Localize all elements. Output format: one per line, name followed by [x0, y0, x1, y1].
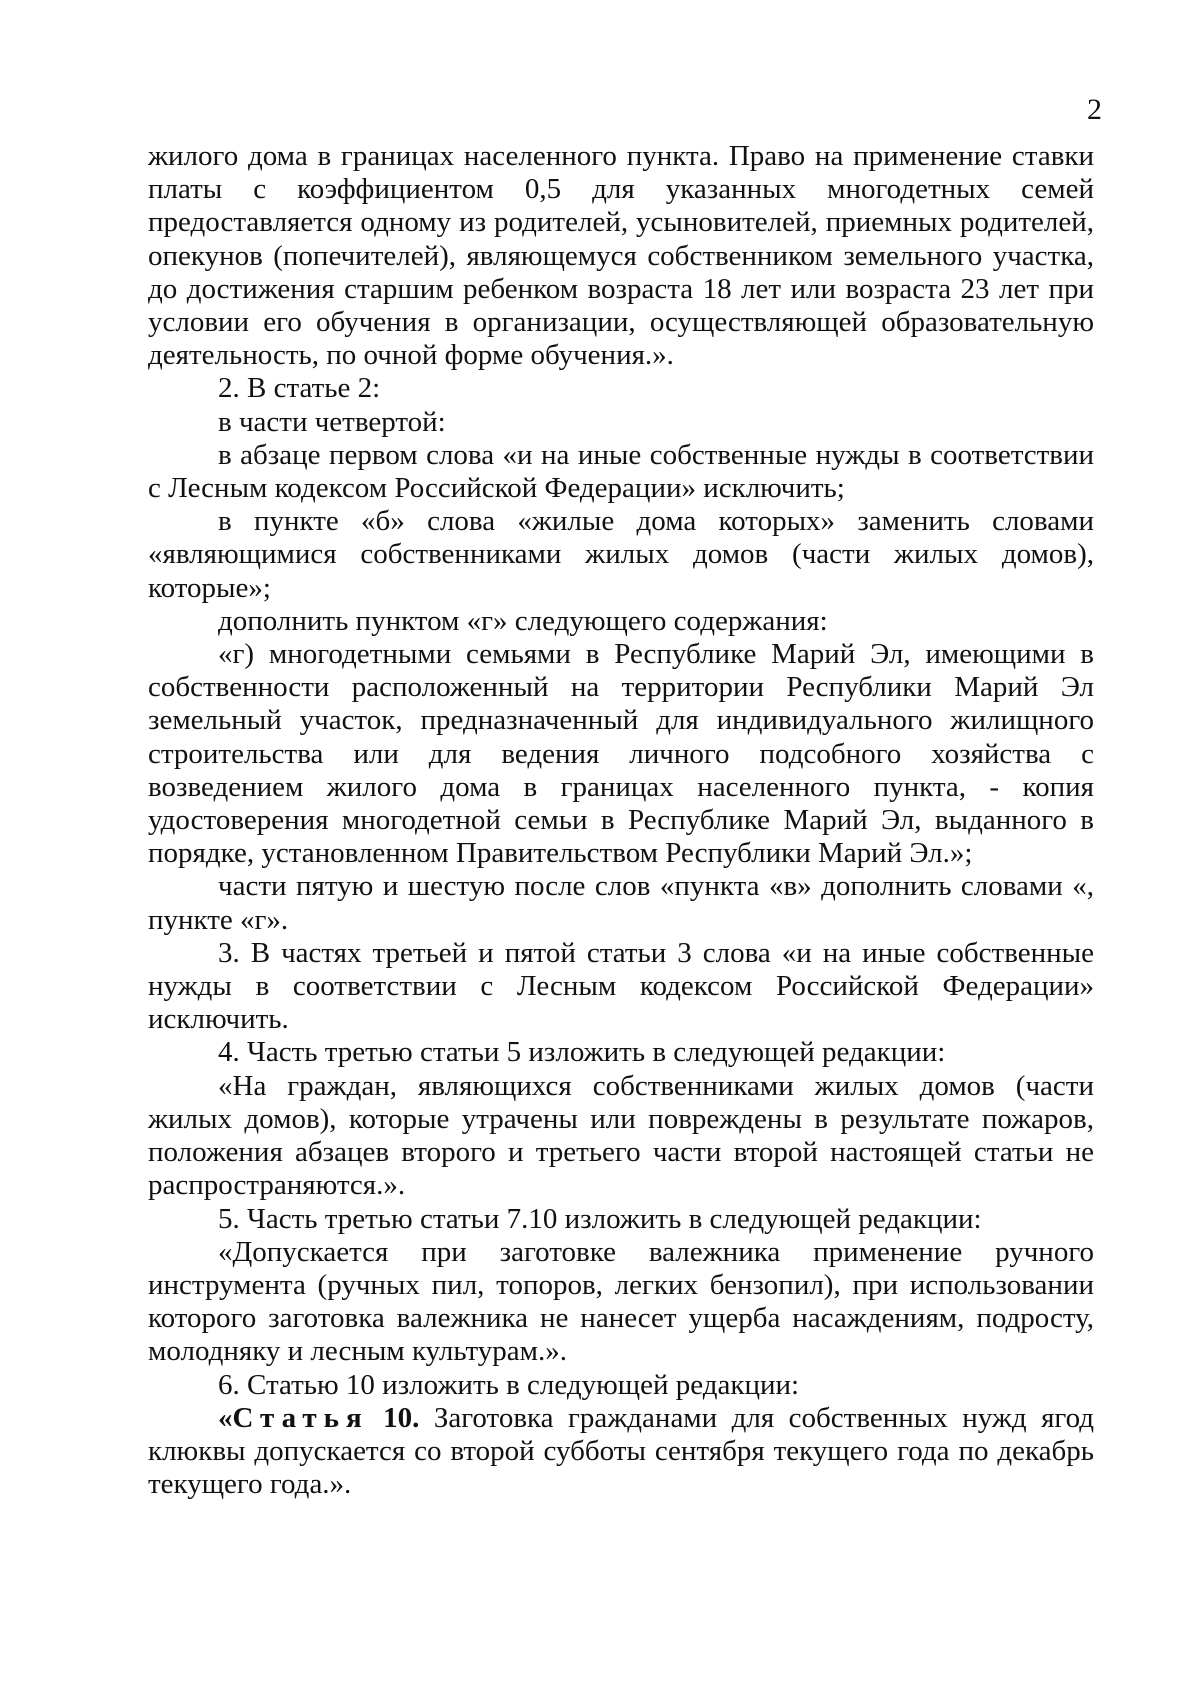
- paragraph-continuation: жилого дома в границах населенного пункта. Право на применение ставки платы с коэффициентом 0,5 для указанных многодетных семей предоставляется одному из родителей, усыновителей, приемных родителей, опекунов (попечителей), являющемуся собственником земельного участка, до достижения старшим ребенком возраста 18 лет или возраста 23 лет при условии его обучения в организации, осуществляющей образовательную деятельность, по очной форме обучения.».: [148, 140, 1094, 372]
- paragraph-add-point-g: дополнить пунктом «г» следующего содержания:: [218, 604, 828, 637]
- paragraph-point-b: в пункте «б» слова «жилые дома которых» заменить словами «являющимися собственниками жилых домов (части жилых домов), которые»;: [148, 505, 1094, 604]
- paragraph-article-7-10-text: «Допускается при заготовке валежника применение ручного инструмента (ручных пил, топоров, легких бензопил), при использовании которого заготовка валежника не нанесет ущерба насаждениям, подросту, молодняку и лесным культурам.».: [148, 1235, 1094, 1368]
- paragraph-part-four: в части четвертой:: [218, 405, 446, 438]
- document-body: [148, 140, 1094, 1501]
- paragraph-item-5: 5. Часть третью статьи 7.10 изложить в следующей редакции:: [218, 1202, 982, 1235]
- paragraph-parts-five-six: части пятую и шестую после слов «пункта «в» дополнить словами «, пункте «г».: [148, 870, 1094, 936]
- article-word: Статья: [232, 1401, 369, 1434]
- paragraph-item-6: 6. Статью 10 изложить в следующей редакции:: [218, 1368, 800, 1401]
- paragraph-first-abzac: в абзаце первом слова «и на иные собственные нужды в соответствии с Лесным кодексом Российской Федерации» исключить;: [148, 438, 1094, 505]
- article-number: 10.: [383, 1401, 420, 1434]
- article-10-body: Заготовка гражданами для собственных нужд ягод клюквы допускается со второй субботы сентября текущего года по декабрь текущего года.».: [148, 1401, 1094, 1501]
- paragraph-item-4: 4. Часть третью статьи 5 изложить в следующей редакции:: [218, 1036, 946, 1069]
- article-open-quote: «: [218, 1401, 233, 1434]
- paragraph-item-3: 3. В частях третьей и пятой статьи 3 слова «и на иные собственные нужды в соответствии с Лесным кодексом Российской Федерации» исключить.: [148, 936, 1094, 1036]
- paragraph-article-5-text: «На граждан, являющихся собственниками жилых домов (части жилых домов), которые утрачены или повреждены в результате пожаров, положения абзацев второго и третьего части второй настоящей статьи не распространяются.».: [148, 1069, 1094, 1202]
- paragraph-item-2: 2. В статье 2:: [218, 372, 381, 405]
- page-number: 2: [1087, 93, 1102, 126]
- paragraph-article-10-text: [148, 1402, 1094, 1502]
- paragraph-point-g-text: «г) многодетными семьями в Республике Марий Эл, имеющими в собственности расположенный на территории Республики Марий Эл земельный участок, предназначенный для индивидуального жилищного строительства или для ведения личного подсобного хозяйства с возведением жилого дома в границах населенного пункта, - копия удостоверения многодетной семьи в Республике Марий Эл, выданного в порядке, установленном Правительством Республики Марий Эл.»;: [148, 638, 1094, 870]
